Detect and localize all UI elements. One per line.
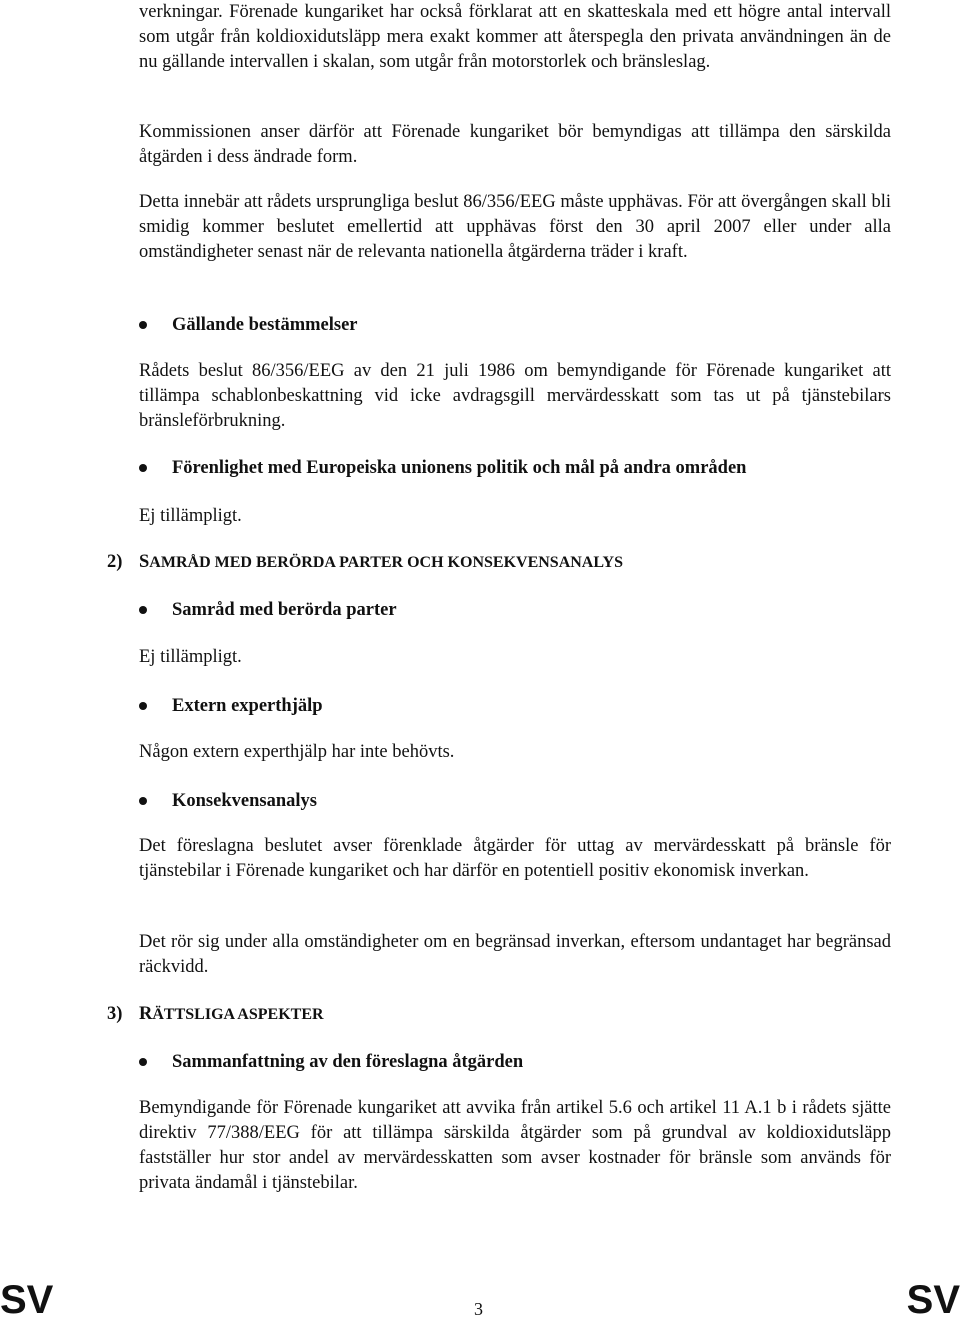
paragraph-intro: verkningar. Förenade kungariket har också förklarat att en skatteskala med ett högre antal intervall som utgår från koldioxidutsläpp mera exakt kommer att återspegla den privata användningen än de nu gällande intervallen i skalan, som utgår från motorstorlek och bränsleslag. <box>139 2 891 72</box>
paragraph-gallande: Rådets beslut 86/356/EEG av den 21 juli 1986 om bemyndigande för Förenade kungariket att tillämpa schablonbeskattning vid icke avdragsgill mervärdesskatt som tas ut på tjänstebilars bränsleförbrukning. <box>139 361 891 431</box>
bullet-label: Förenlighet med Europeiska unionens politik och mål på andra områden <box>172 458 747 478</box>
section-number: 2) <box>107 552 123 572</box>
text-ej-tillampligt-1: Ej tillämpligt. <box>139 506 242 526</box>
bullet-icon <box>139 702 147 710</box>
bullet-label: Extern experthjälp <box>172 696 323 716</box>
page-number: 3 <box>474 1299 483 1319</box>
section-number: 3) <box>107 1004 123 1024</box>
paragraph-sammanfattning: Bemyndigande för Förenade kungariket att avvika från artikel 5.6 och artikel 11 A.1 b i rådets sjätte direktiv 77/388/EEG för att tillämpa särskilda åtgärder som på grundval av koldioxidutsläpp fastställer hur stor andel av mervärdesskatten som avser kostnader för bränsle som används för privata ändamål i tjänstebilar. <box>139 1098 891 1193</box>
paragraph-detta: Detta innebär att rådets ursprungliga beslut 86/356/EEG måste upphävas. För att övergången skall bli smidig kommer beslutet emellertid att upphävas först den 30 april 2007 eller under alla omständigheter senast när de relevanta nationella åtgärderna träder i kraft. <box>139 192 891 262</box>
section-title: RÄTTSLIGA ASPEKTER <box>139 1004 324 1024</box>
text-ej-tillampligt-2: Ej tillämpligt. <box>139 647 242 667</box>
bullet-label: Sammanfattning av den föreslagna åtgärden <box>172 1052 524 1072</box>
bullet-icon <box>139 464 147 472</box>
bullet-label: Gällande bestämmelser <box>172 315 358 335</box>
bullet-label: Samråd med berörda parter <box>172 600 397 620</box>
bullet-icon <box>139 321 147 329</box>
paragraph-konsekvens-1: Det föreslagna beslutet avser förenklade åtgärder för uttag av mervärdesskatt på bränsle för tjänstebilar i Förenade kungariket och har därför en potentiell positiv ekonomisk inverkan. <box>139 836 891 881</box>
bullet-icon <box>139 797 147 805</box>
paragraph-kommissionen: Kommissionen anser därför att Förenade kungariket bör bemyndigas att tillämpa den särskilda åtgärden i dess ändrade form. <box>139 122 891 167</box>
section-title: SAMRÅD MED BERÖRDA PARTER OCH KONSEKVENSANALYS <box>139 552 624 572</box>
bullet-icon <box>139 606 147 614</box>
bullet-label: Konsekvensanalys <box>172 791 317 811</box>
text-extern: Någon extern experthjälp har inte behövts. <box>139 742 455 762</box>
bullet-icon <box>139 1058 147 1066</box>
paragraph-konsekvens-2: Det rör sig under alla omständigheter om en begränsad inverkan, eftersom undantaget har begränsad räckvidd. <box>139 932 891 977</box>
footer-language-left: SV <box>0 1278 54 1322</box>
footer-language-right: SV <box>906 1278 960 1322</box>
